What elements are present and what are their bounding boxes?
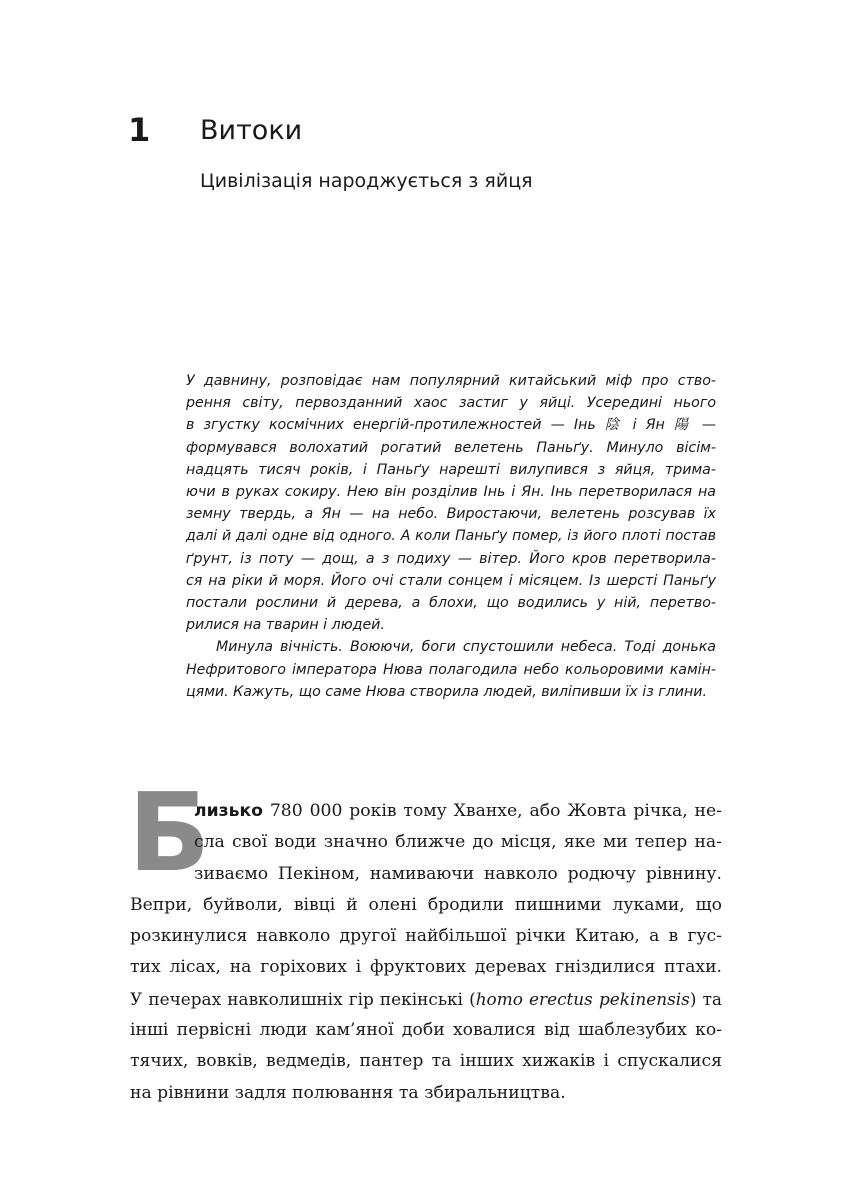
epigraph-line: надцять тисяч років, і Паньґу нарешті вилупився з яйця, трима- xyxy=(186,461,716,478)
epigraph-paragraph-2 xyxy=(186,636,716,703)
epigraph-line: ючи в руках сокиру. Нею він розділив Інь і Ян. Інь перетворилася на xyxy=(186,484,716,501)
body-line: тячих, вовків, ведмедів, пантер та інших хижаків і спускалися xyxy=(130,1051,722,1072)
body-line xyxy=(130,796,722,827)
epigraph-line: рилися на тварин і людей. xyxy=(186,617,385,634)
body-line: сла свої води значно ближче до місця, яке ми тепер на- xyxy=(194,832,722,853)
body-line-text: ) та xyxy=(689,988,722,1009)
drop-cap: Б xyxy=(128,771,211,896)
epigraph-line: постали рослини й дерева, а блохи, що водились у ній, перетво- xyxy=(186,595,716,612)
epigraph-line: в згустку космічних енергій-протилежностей — Інь 陰 і Ян 陽 — xyxy=(186,417,716,434)
chapter-subtitle: Цивілізація народжується з яйця xyxy=(200,170,533,192)
body-line-text: 780 000 років тому Хванхе, або Жовта річка, не- xyxy=(262,801,722,821)
epigraph-line: У давнину, розповідає нам популярний китайський міф про ство- xyxy=(186,373,716,389)
epigraph-line: формувався волохатий рогатий велетень Паньґу. Минуло вісім- xyxy=(186,439,716,456)
epigraph xyxy=(186,370,716,703)
epigraph-line: земну твердь, а Ян — на небо. Виростаючи, велетень розсував їх xyxy=(186,506,716,523)
chapter-number: 1 xyxy=(128,111,151,149)
epigraph-paragraph-1 xyxy=(186,370,716,636)
body-line xyxy=(130,984,722,1015)
body-line: тих лісах, на горіхових і фруктових деревах гніздилися птахи. xyxy=(130,957,722,978)
latin-term: homo erectus pekinensis xyxy=(475,988,690,1009)
chapter-title: Витоки xyxy=(200,115,303,146)
body-line: зиваємо Пекіном, намиваючи навколо родючу рівнину. xyxy=(194,863,722,884)
epigraph-line: ся на ріки й моря. Його очі стали сонцем і місяцем. Із шерсті Паньґу xyxy=(186,572,716,589)
epigraph-line: цями. Кажуть, що саме Нюва створила людей, виліпивши їх із глини. xyxy=(186,683,708,700)
body-line-text: У печерах навколишніх гір пекінські ( xyxy=(130,988,476,1009)
body-line: на рівнини задля полювання та збиральництва. xyxy=(130,1082,566,1103)
body-line: інші первісні люди кам’яної доби ховалися від шаблезубих ко- xyxy=(130,1020,722,1041)
lead-word: лизько xyxy=(194,801,263,821)
epigraph-line: Нефритового імператора Нюва полагодила небо кольоровими камін- xyxy=(186,661,716,678)
epigraph-line: рення світу, первозданний хаос застиг у яйці. Усередині нього xyxy=(186,395,716,412)
body-line: розкинулися навколо другої найбільшої річки Китаю, а в гус- xyxy=(130,926,722,947)
epigraph-line: далі й далі одне від одного. А коли Паньґу помер, із його плоті постав xyxy=(186,528,716,545)
body-line: Вепри, буйволи, вівці й олені бродили пишними луками, що xyxy=(130,894,722,915)
epigraph-line: Минула вічність. Воюючи, боги спустошили небеса. Тоді донька xyxy=(216,639,716,656)
epigraph-line: ґрунт, із поту — дощ, а з подиху — вітер. Його кров перетворила- xyxy=(186,550,716,567)
body-paragraph xyxy=(130,796,722,1109)
